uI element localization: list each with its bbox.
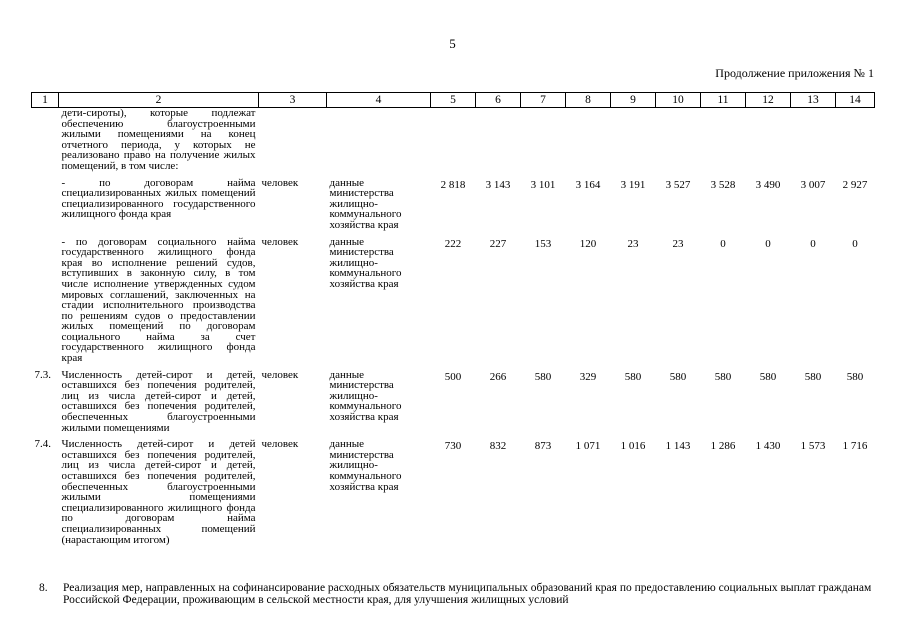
row-source <box>327 108 431 172</box>
row-value: 580 <box>846 370 864 383</box>
row-source: данные министерства жилищно-коммунального хозяйства края <box>329 235 402 290</box>
row-value: 2 927 <box>842 178 868 191</box>
row-value: 3 490 <box>755 178 781 191</box>
header-cell: 9 <box>611 93 656 108</box>
row-value: 1 573 <box>800 440 826 453</box>
table-row <box>32 178 875 231</box>
row-description: - по договорам социального найма государственного жилищного фонда края во исполнение решений судов, вступивших в законную силу, в том числе исполнение утвержденных судом мировых соглашений, заключенных на стадии исполнительного производства по решениям судов о предоставлении жилых помещений по договорам социального найма за счет государственного жилищного фонда края <box>61 235 256 365</box>
row-source: данные министерства жилищно-коммунального хозяйства края <box>329 438 402 493</box>
indicator-table <box>31 92 875 545</box>
row-number <box>32 108 59 172</box>
header-cell: 8 <box>566 93 611 108</box>
header-cell: 12 <box>746 93 791 108</box>
row-value: 1 286 <box>710 440 736 453</box>
row-value: 580 <box>804 370 822 383</box>
row-value: 227 <box>489 237 507 250</box>
header-cell: 4 <box>327 93 431 108</box>
row-value: 580 <box>759 370 777 383</box>
page-number: 5 <box>449 36 456 51</box>
row-unit: человек <box>261 368 299 381</box>
appendix-label: Продолжение приложения № 1 <box>715 66 874 80</box>
row-value: 3 527 <box>665 178 691 191</box>
row-unit: человек <box>261 235 299 248</box>
row-number <box>32 237 59 364</box>
row-number: 7.4. <box>34 438 51 451</box>
row-value: 23 <box>627 237 639 250</box>
row-description: - по договорам найма специализированных жилых помещений специализированного государственного жилищного фонда края <box>61 176 256 221</box>
row-unit: человек <box>261 176 299 189</box>
table-row <box>32 370 875 434</box>
row-description: дети-сироты), которые подлежат обеспечению благоустроенными жилыми помещениями на конец отчетного периода, у которых не реализовано право на получение жилых помещений, в том числе: <box>61 107 256 172</box>
row-value: 1 143 <box>665 440 691 453</box>
row-value: 1 071 <box>575 440 601 453</box>
row-value: 580 <box>534 370 552 383</box>
row-number <box>32 178 59 231</box>
row-value: 580 <box>669 370 687 383</box>
row-value: 0 <box>852 237 858 250</box>
header-cell: 13 <box>791 93 836 108</box>
header-cell: 7 <box>521 93 566 108</box>
table-row <box>32 108 875 172</box>
row-unit: человек <box>261 438 299 451</box>
row-value: 1 716 <box>842 440 868 453</box>
row-value: 0 <box>765 237 771 250</box>
row-value: 3 164 <box>575 178 601 191</box>
row-value: 580 <box>624 370 642 383</box>
row-value: 580 <box>714 370 732 383</box>
header-cell: 3 <box>259 93 327 108</box>
row-source: данные министерства жилищно-коммунального хозяйства края <box>329 176 402 231</box>
row-value: 3 007 <box>800 178 826 191</box>
header-cell: 14 <box>836 93 875 108</box>
row-value: 1 016 <box>620 440 646 453</box>
row-value: 1 430 <box>755 440 781 453</box>
row-number: 7.3. <box>34 368 51 381</box>
header-cell: 5 <box>431 93 476 108</box>
row-value: 120 <box>579 237 597 250</box>
row-value: 832 <box>489 440 507 453</box>
footer-item <box>39 582 874 606</box>
row-value: 2 818 <box>440 178 466 191</box>
row-value: 730 <box>444 440 462 453</box>
footer-text: Реализация мер, направленных на софинансирование расходных обязательств муниципальных образований края по предоставлению социальных выплат гражданам Российской Федерации, проживающим в сельской местности края, для улучшения жилищных условий <box>63 582 872 606</box>
header-cell: 2 <box>59 93 259 108</box>
row-value: 153 <box>534 237 552 250</box>
row-value: 3 143 <box>485 178 511 191</box>
header-cell: 11 <box>701 93 746 108</box>
row-value: 500 <box>444 370 462 383</box>
row-value: 329 <box>579 370 597 383</box>
footer-number: 8. <box>39 582 48 594</box>
row-value: 0 <box>810 237 816 250</box>
row-value: 222 <box>444 237 462 250</box>
row-value: 0 <box>720 237 726 250</box>
row-value: 873 <box>534 440 552 453</box>
row-value: 3 101 <box>530 178 556 191</box>
row-value: 3 191 <box>620 178 646 191</box>
row-description: Численность детей-сирот и детей оставшихся без попечения родителей, лиц из числа детей-сирот и детей, оставшихся без попечения родителей, обеспеченных благоустроенными жилыми помещениями специализированного жилищного фонда по договорам найма специализированных помещений (нарастающим итогом) <box>61 438 256 546</box>
header-cell: 6 <box>476 93 521 108</box>
row-description: Численность детей-сирот и детей, оставшихся без попечения родителей, лиц из числа детей-сирот и детей, оставшихся без попечения родителей, обеспеченных благоустроенными жилыми помещениями <box>61 368 256 434</box>
header-cell: 10 <box>656 93 701 108</box>
table-row <box>32 237 875 364</box>
row-source: данные министерства жилищно-коммунального хозяйства края <box>329 368 402 424</box>
row-value: 266 <box>489 370 507 383</box>
header-row <box>32 93 875 108</box>
row-unit <box>259 108 327 172</box>
table-row <box>32 439 875 545</box>
row-value: 23 <box>672 237 684 250</box>
header-cell: 1 <box>32 93 59 108</box>
row-value: 3 528 <box>710 178 736 191</box>
